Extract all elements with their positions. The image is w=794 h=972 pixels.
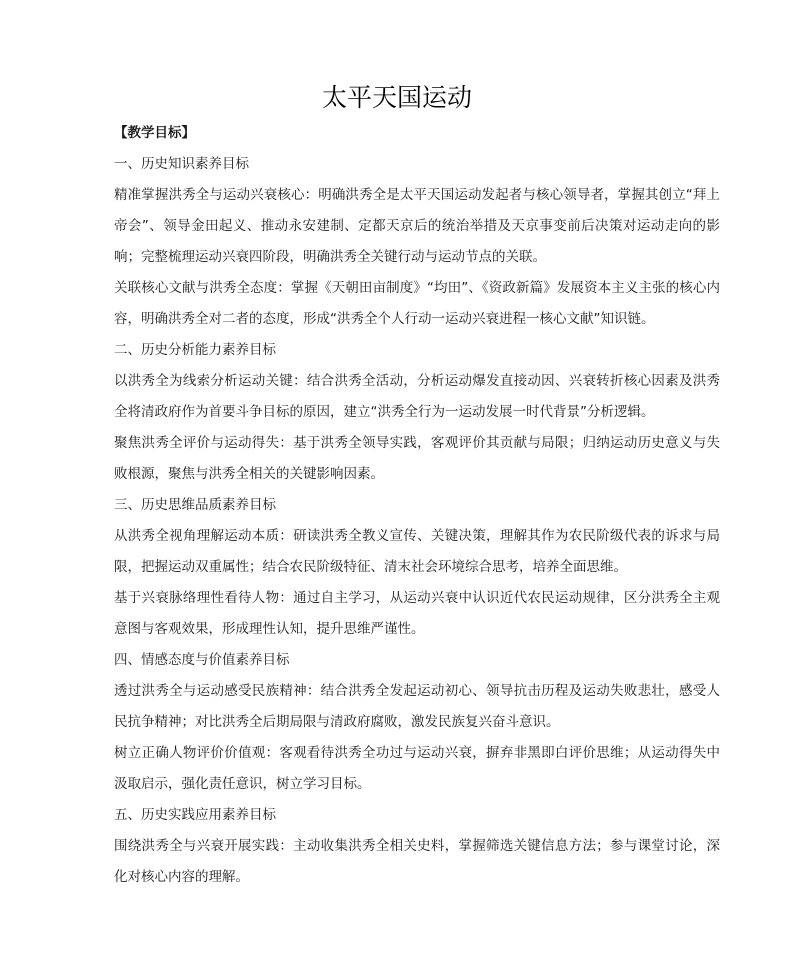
objective-paragraph: 以洪秀全为线索分析运动关键：结合洪秀全活动，分析运动爆发直接动因、兴衰转折核心因素及洪秀全将清政府作为首要斗争目标的原因，建立“洪秀全行为一运动发展一时代背景”分析逻辑。	[114, 373, 720, 420]
objective-paragraph: 从洪秀全视角理解运动本质：研读洪秀全教义宣传、关键决策，理解其作为农民阶级代表的诉求与局限，把握运动双重属性；结合农民阶级特征、清末社会环境综合思考，培养全面思维。	[114, 528, 720, 575]
objective-paragraph: 关联核心文献与洪秀全态度：掌握《天朝田亩制度》“均田”、《资政新篇》发展资本主义主张的核心内容，明确洪秀全对二者的态度，形成“洪秀全个人行动一运动兴衰进程一核心文献”知识链。	[114, 280, 720, 327]
objective-paragraph: 聚焦洪秀全评价与运动得失：基于洪秀全领导实践，客观评价其贡献与局限；归纳运动历史意义与失败根源，聚焦与洪秀全相关的关键影响因素。	[114, 435, 720, 482]
page-title: 太平天国运动	[321, 83, 472, 112]
objective-paragraph: 透过洪秀全与运动感受民族精神：结合洪秀全发起运动初心、领导抗击历程及运动失败悲壮，感受人民抗争精神；对比洪秀全后期局限与清政府腐败，激发民族复兴奋斗意识。	[114, 683, 720, 730]
objective-paragraph: 树立正确人物评价价值观：客观看待洪秀全功过与运动兴衰，摒弃非黑即白评价思维；从运动得失中汲取启示，强化责任意识，树立学习目标。	[114, 745, 720, 792]
objective-heading: 三、历史思维品质素养目标	[114, 497, 276, 513]
objective-heading: 一、历史知识素养目标	[114, 156, 249, 172]
objective-paragraph: 精准掌握洪秀全与运动兴衰核心：明确洪秀全是太平天国运动发起者与核心领导者，掌握其创立“拜上帝会”、领导金田起义、推动永安建制、定都天京后的统治举措及天京事变前后决策对运动走向的影响；完整梳理运动兴衰四阶段，明确洪秀全关键行动与运动节点的关联。	[114, 187, 720, 265]
objective-paragraph: 基于兴衰脉络理性看待人物：通过自主学习，从运动兴衰中认识近代农民运动规律，区分洪秀全主观意图与客观效果，形成理性认知，提升思维严谨性。	[114, 590, 720, 637]
objective-heading: 五、历史实践应用素养目标	[114, 807, 276, 823]
objective-paragraph: 围绕洪秀全与兴衰开展实践：主动收集洪秀全相关史料，掌握筛选关键信息方法；参与课堂讨论，深化对核心内容的理解。	[114, 838, 720, 885]
objective-heading: 二、历史分析能力素养目标	[114, 342, 276, 358]
document-body	[114, 118, 720, 893]
section-label: 【教学目标】	[114, 125, 195, 141]
objective-heading: 四、情感态度与价值素养目标	[114, 652, 290, 668]
